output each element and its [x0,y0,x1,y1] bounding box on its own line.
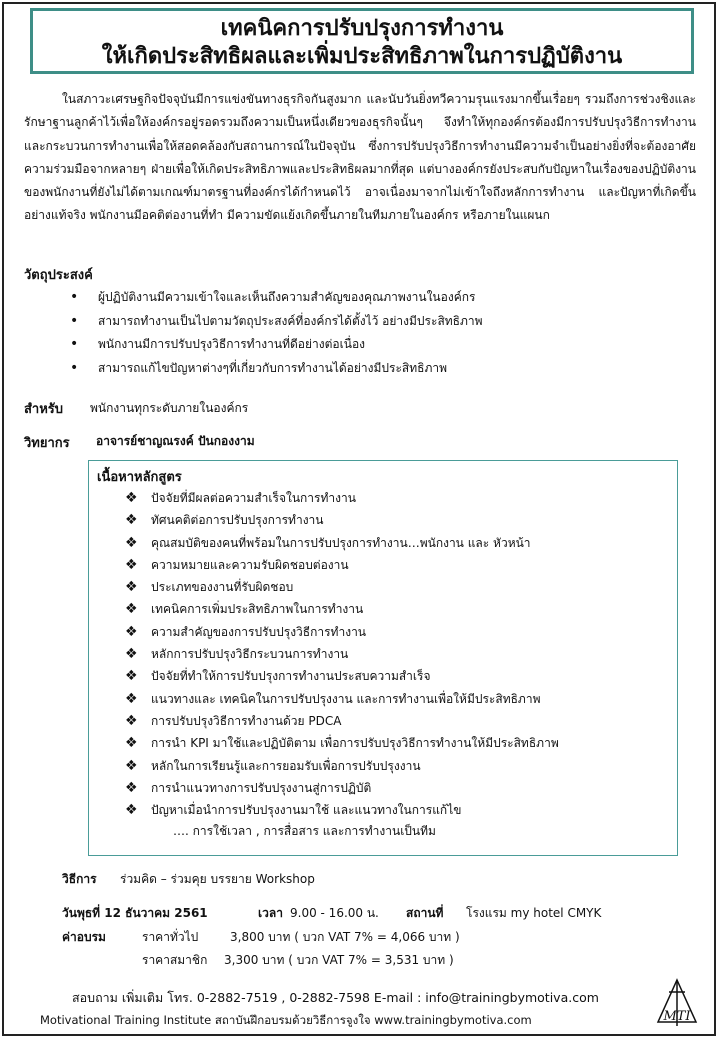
bullet-icon: • [70,289,79,305]
diamond-bullet-icon: ❖ [125,490,138,506]
content-list [125,487,559,821]
list-item: • สามารถแก้ไขปัญหาต่างๆที่เกี่ยวกับการทำงานได้อย่างมีประสิทธิภาพ [70,357,483,381]
fee-general-label: ราคาทั่วไป [142,930,199,944]
list-item: ❖ ปัจจัยที่ทำให้การปรับปรุงการทำงานประสบความสำเร็จ [125,665,559,687]
diamond-bullet-icon: ❖ [125,556,138,573]
diamond-bullet-icon: ❖ [125,512,138,529]
title-box [30,8,694,74]
intro-text: ในสภาวะเศรษฐกิจปัจจุบันมีการแข่งขันทางธุรกิจกันสูงมาก และนับวันยิ่งทวีความรุนแรงมากขึ้นเรื่อยๆ รวมถึงการช่วงชิงและรักษาฐานลูกค้าไว้เพื่อให้องค์กรอยู่รอดรวมถึงความเป็นหนึ่งเดียวของธุรกิจนั้นๆ จึงทำให้ทุกองค์กรต้องมีการปรับปรุงวิธีการทำงานและกระบวนการทำงานเพื่อให้สอดคล้องกับสถานการณ์ในปัจจุบัน ซึ่งการปรับปรุงวิธีการทำงานมีความจำเป็นอย่างยิ่งที่จะต้องอาศัยความร่วมมือจากหลายๆ ฝ่ายเพื่อให้เกิดประสิทธิภาพและประสิทธิผลมากที่สุด แต่บางองค์กรยังประสบกับปัญหาในเรื่องของปฏิบัติงานของพนักงานที่ยังไม่ได้ตามเกณฑ์มาตรฐานที่องค์กรได้กำหนดไว้ อาจเนื่องมาจากไม่เข้าใจถึงหลักการทำงาน และปัญหาที่เกิดขึ้นอย่างแท้จริง พนักงานมีอคติต่องานที่ทำ มีความขัดแย้งเกิดขึ้นภายในทีมภายในองค์กร หรือภายในแผนก [24,92,696,223]
list-item: ❖ คุณสมบัติของคนที่พร้อมในการปรับปรุงการทำงาน…พนักงาน และ หัวหน้า [125,532,559,554]
diamond-bullet-icon: ❖ [125,779,138,796]
page-title: เทคนิคการปรับปรุงการทำงาน [220,16,504,41]
fee-label: ค่าอบรม [62,930,106,944]
speaker-label: วิทยากร [24,436,70,451]
list-item: ❖ แนวทางและ เทคนิคในการปรับปรุงงาน และการทำงานเพื่อให้มีประสิทธิภาพ [125,688,559,710]
time-value: 9.00 - 16.00 น. [290,906,379,920]
diamond-bullet-icon: ❖ [125,712,138,729]
diamond-bullet-icon: ❖ [125,601,138,618]
objectives-list [70,286,483,380]
intro-paragraph [24,88,696,228]
diamond-bullet-icon: ❖ [125,623,138,640]
objectives-heading: วัตถุประสงค์ [24,268,93,283]
list-item: ❖ การปรับปรุงวิธีการทำงานด้วย PDCA [125,710,559,732]
venue-value: โรงแรม my hotel CMYK [466,906,602,920]
method-value: ร่วมคิด – ร่วมคุย บรรยาย Workshop [120,872,315,886]
diamond-bullet-icon: ❖ [125,690,138,707]
list-item: ❖ เทคนิคการเพิ่มประสิทธิภาพในการทำงาน [125,598,559,620]
course-content-box [88,460,678,856]
method-label: วิธีการ [62,872,97,886]
diamond-bullet-icon: ❖ [125,802,138,819]
list-item: ❖ หลักในการเรียนรู้และการยอมรับเพื่อการปรับปรุงงาน [125,755,559,777]
bullet-icon: • [70,336,79,352]
logo-text: MTI [663,1009,691,1024]
list-item: ❖ การนำแนวทางการปรับปรุงงานสู่การปฏิบัติ [125,777,559,799]
list-item: ❖ ทัศนคติต่อการปรับปรุงการทำงาน [125,509,559,531]
bullet-icon: • [70,359,79,376]
list-item: ❖ หลักการปรับปรุงวิธีกระบวนการทำงาน [125,643,559,665]
list-item: ❖ ประเภทของงานที่รับผิดชอบ [125,576,559,598]
diamond-bullet-icon: ❖ [125,757,138,774]
bullet-icon: • [70,312,79,329]
speaker-value: อาจารย์ชาญณรงค์ ปันกองงาม [96,434,255,448]
diamond-bullet-icon: ❖ [125,646,138,663]
date-label: วันพุธที่ 12 ธันวาคม 2561 [62,906,208,920]
page-subtitle: ให้เกิดประสิทธิผลและเพิ่มประสิทธิภาพในการปฏิบัติงาน [101,44,623,69]
diamond-bullet-icon: ❖ [125,534,138,551]
content-extra-line: …. การใช้เวลา , การสื่อสาร และการทำงานเป็นทีม [173,824,436,838]
institute-line: Motivational Training Institute สถาบันฝึกอบรมด้วยวิธีการจูงใจ www.trainingbymotiva.com [40,1013,532,1027]
list-item: • ผู้ปฏิบัติงานมีความเข้าใจและเห็นถึงความสำคัญของคุณภาพงานในองค์กร [70,286,483,310]
fee-member-label: ราคาสมาชิก [142,953,208,967]
diamond-bullet-icon: ❖ [125,579,138,596]
list-item: • สามารถทำงานเป็นไปตามวัตถุประสงค์ที่องค์กรได้ตั้งไว้ อย่างมีประสิทธิภาพ [70,310,483,334]
list-item: ❖ ปัจจัยที่มีผลต่อความสำเร็จในการทำงาน [125,487,559,509]
fee-general-value: 3,800 บาท ( บวก VAT 7% = 4,066 บาท ) [230,930,460,944]
fee-member-value: 3,300 บาท ( บวก VAT 7% = 3,531 บาท ) [224,953,454,967]
list-item: • พนักงานมีการปรับปรุงวิธีการทำงานที่ดีอย่างต่อเนื่อง [70,333,483,357]
venue-label: สถานที่ [406,906,444,920]
audience-value: พนักงานทุกระดับภายในองค์กร [90,401,249,415]
contact-line: สอบถาม เพิ่มเติม โทร. 0-2882-7519 , 0-2882-7598 E-mail : info@trainingbymotiva.com [72,990,599,1005]
diamond-bullet-icon: ❖ [125,668,138,685]
content-heading: เนื้อหาหลักสูตร [97,470,182,485]
diamond-bullet-icon: ❖ [125,735,138,752]
list-item: ❖ การนำ KPI มาใช้และปฏิบัติตาม เพื่อการปรับปรุงวิธีการทำงานให้มีประสิทธิภาพ [125,732,559,754]
list-item: ❖ ปัญหาเมื่อนำการปรับปรุงงานมาใช้ และแนวทางในการแก้ไข [125,799,559,821]
list-item: ❖ ความสำคัญของการปรับปรุงวิธีการทำงาน [125,621,559,643]
time-label: เวลา [258,906,283,920]
audience-label: สำหรับ [24,402,64,417]
mti-logo-icon [654,978,700,1028]
list-item: ❖ ความหมายและความรับผิดชอบต่องาน [125,554,559,576]
